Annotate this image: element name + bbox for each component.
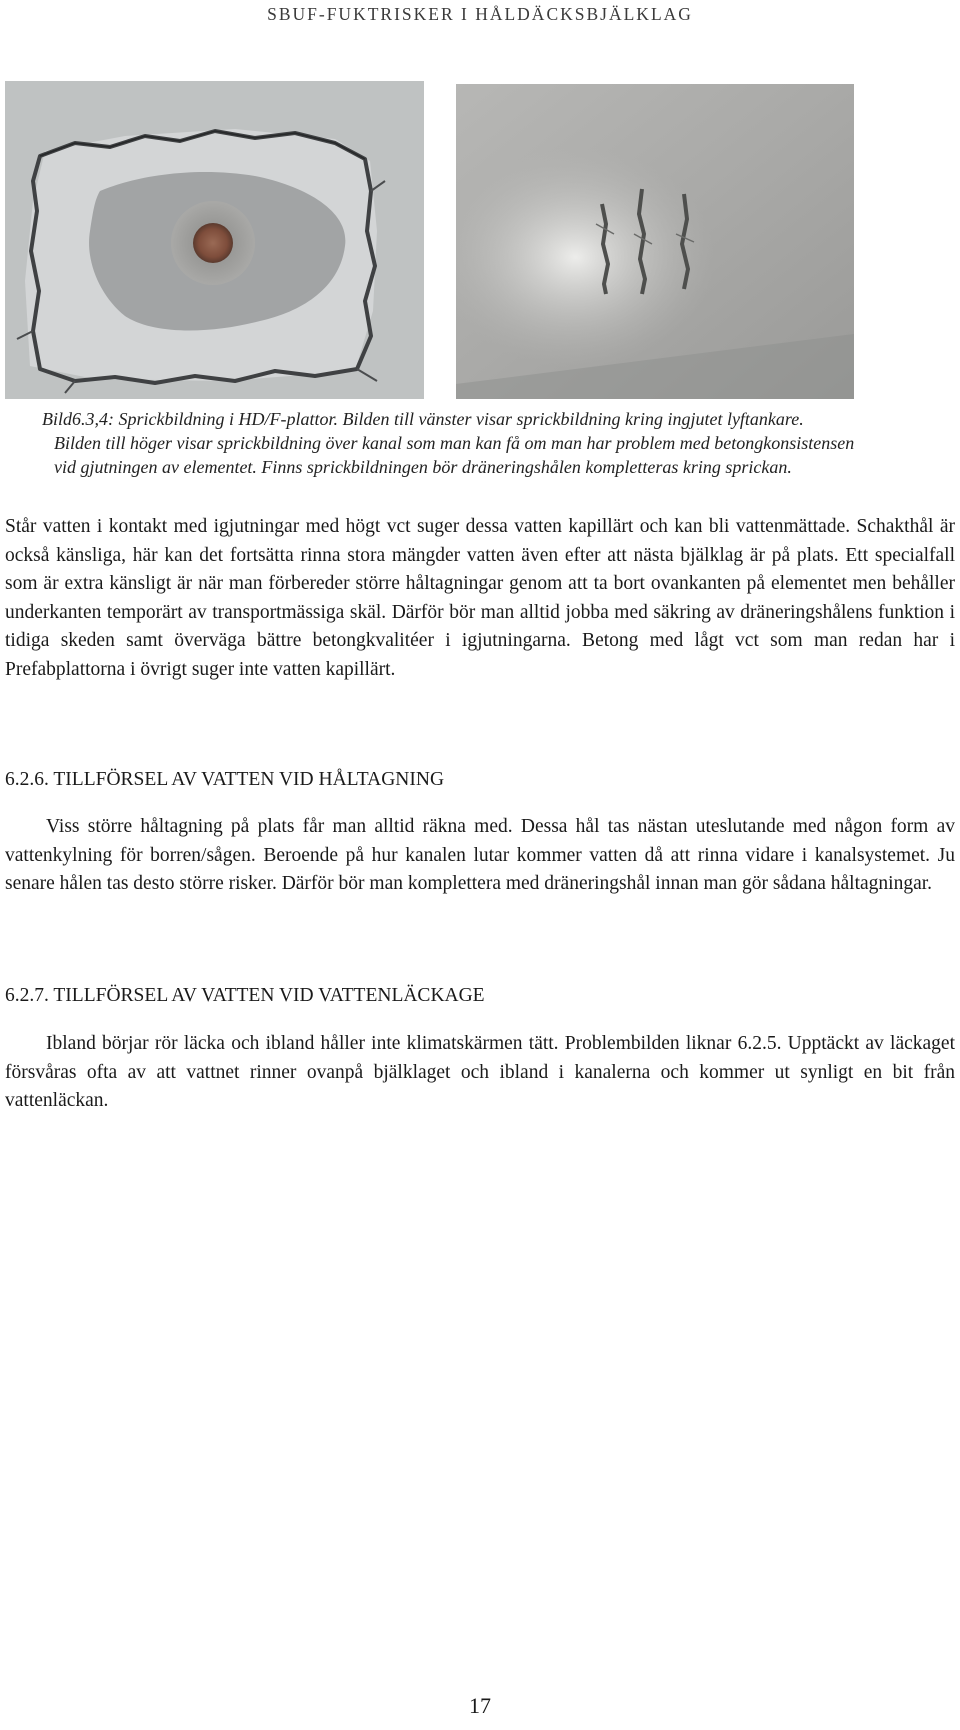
photo-channel-crack xyxy=(456,84,854,399)
body-paragraph: Ibland börjar rör läcka och ibland håller inte klimatskärmen tätt. Problembilden liknar 6.2.5. Upptäckt av läckaget försvåras ofta av att vattnet rinner ovanpå bjälklaget och ibland i kanalerna och kommer ut synligt en bit från vattenläckan. xyxy=(5,1033,955,1111)
section-heading: 6.2.7. TILLFÖRSEL AV VATTEN VID VATTENLÄCKAGE xyxy=(5,985,485,1006)
caption-line: Bilden till höger visar sprickbildning över kanal som man kan få om man har problem med betongkonsistensen xyxy=(54,433,855,453)
caption-line: vid gjutningen av elementet. Finns sprickbildningen bör dräneringshålen kompletteras kring sprickan. xyxy=(54,457,792,477)
caption-line: Bild6.3,4: Sprickbildning i HD/F-plattor. Bilden till vänster visar sprickbildning kring ingjutet lyftankare. xyxy=(42,409,804,429)
photo-lifting-anchor-crack xyxy=(5,81,424,399)
running-header: SBUF-FUKTRISKER I HÅLDÄCKSBJÄLKLAG xyxy=(267,4,693,24)
section-heading: 6.2.6. TILLFÖRSEL AV VATTEN VID HÅLTAGNING xyxy=(5,769,445,790)
figure-caption xyxy=(5,407,955,479)
body-paragraph: Viss större håltagning på plats får man alltid räkna med. Dessa hål tas nästan uteslutande med någon form av vattenkylning för borren/sågen. Beroende på hur kanalen lutar kommer vatten då att rinna vidare i kanalsystemet. Ju senare hålen tas desto större risker. Därför bör man komplettera med dräneringshål innan man gör sådana håltagningar. xyxy=(5,816,955,894)
body-paragraph: Står vatten i kontakt med igjutningar med högt vct suger dessa vatten kapillärt och kan bli vattenmättade. Schakthål är också känsliga, här kan det fortsätta rinna stora mängder vatten även efter att nästa bjälklag är på plats. Ett specialfall som är extra känsligt är när man förbereder större håltagningar genom att ta bort ovankanten på elementet men behåller underkanten temporärt av transportmässiga skäl. Därför bör man alltid jobba med säkring av dräneringshålens funktion i tidiga skeden samt överväga bättre betongkvalitéer i igjutningarna. Betong med lågt vct som man redan har i Prefabplattorna i övrigt suger inte vatten kapillärt. xyxy=(5,516,955,680)
page-number: 17 xyxy=(469,1693,491,1718)
